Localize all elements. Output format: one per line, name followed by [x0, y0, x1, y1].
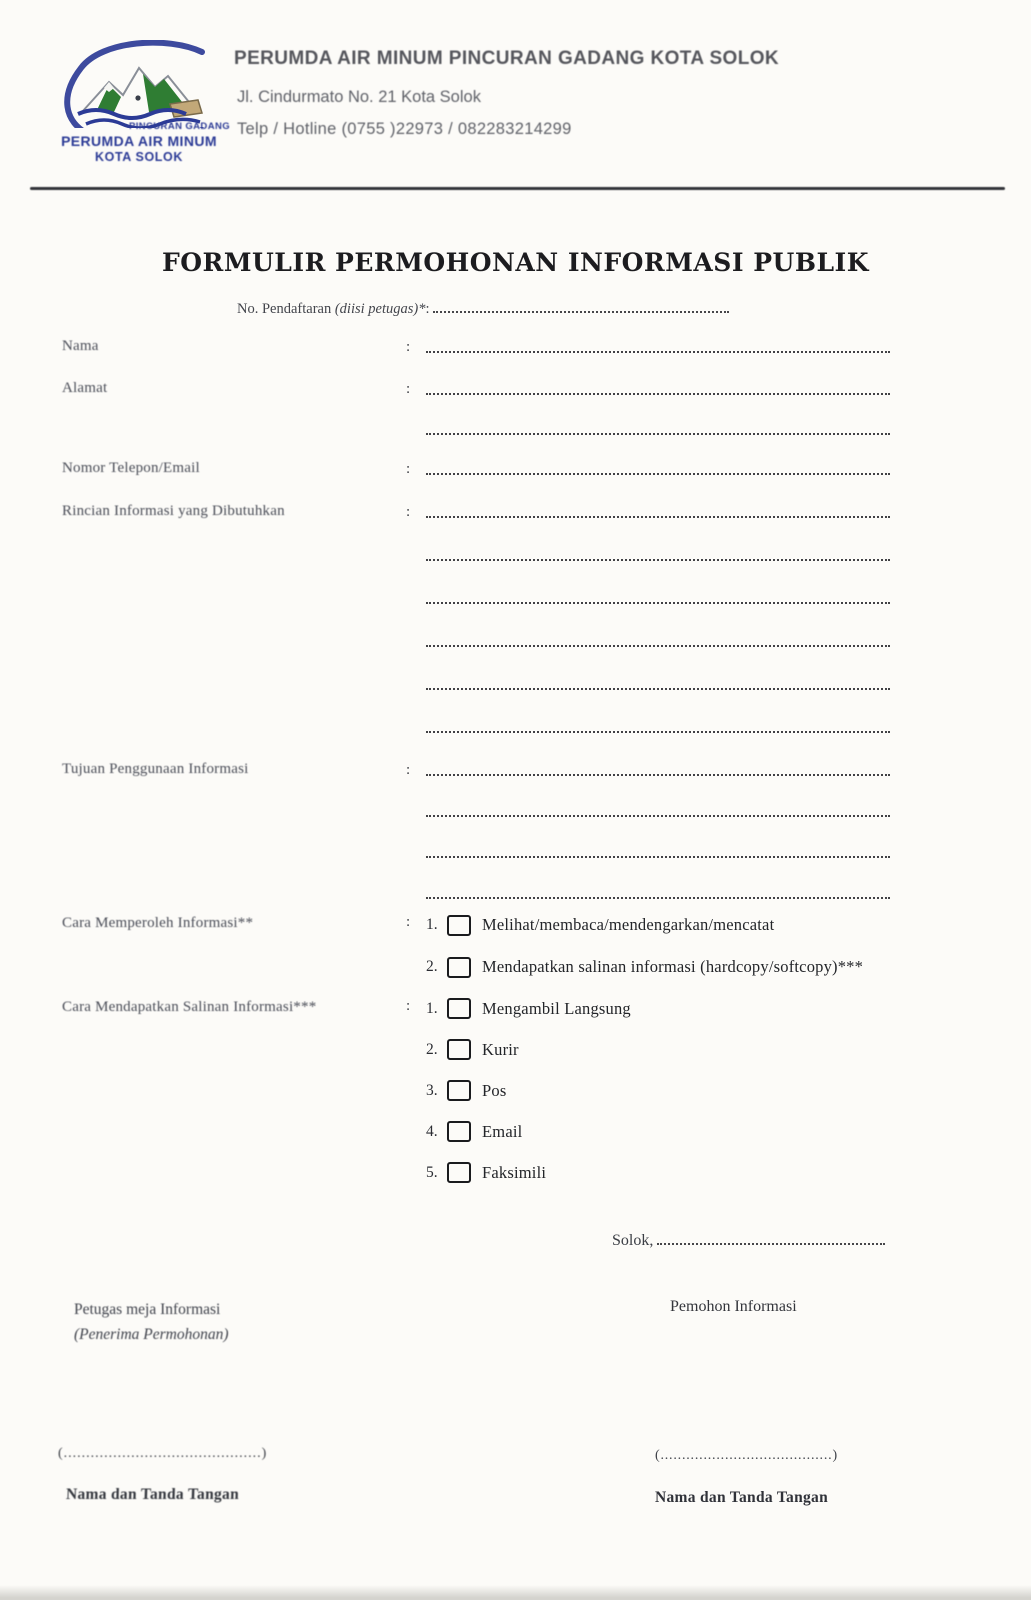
registration-prefix: No. Pendaftaran: [237, 301, 335, 317]
form-title: FORMULIR PERMOHONAN INFORMASI PUBLIK: [162, 248, 869, 277]
field-value-area: [400, 815, 890, 822]
org-name: PERUMDA AIR MINUM PINCURAN GADANG KOTA SOLOK: [234, 48, 780, 69]
dotted-line: [426, 774, 890, 776]
field-label: Nomor Telepon/Email: [62, 460, 200, 476]
dotted-line: [426, 645, 890, 647]
field-label: Cara Mendapatkan Salinan Informasi***: [62, 999, 317, 1015]
field-label: Tujuan Penggunaan Informasi: [62, 761, 249, 777]
logo-caption-small: PINCURAN GADANG: [129, 121, 230, 132]
org-phone: Telp / Hotline (0755 )22973 / 082283214299: [237, 120, 572, 138]
colon: :: [406, 762, 411, 778]
option-label: Melihat/membaca/mendengarkan/mencatat: [482, 915, 775, 934]
colon: :: [406, 461, 411, 477]
field-value-area: [400, 339, 890, 358]
option-row: [426, 1029, 890, 1070]
officer-role-note: (Penerima Permohonan): [74, 1326, 229, 1343]
dotted-line: [426, 897, 890, 899]
field-label-empty: [62, 606, 400, 609]
field-label-empty: [62, 692, 400, 695]
registration-colon: :: [425, 301, 434, 317]
option-number: 1.: [426, 916, 438, 933]
field-row-continuation: [62, 609, 890, 652]
dotted-line: [657, 1232, 885, 1245]
option-list: [426, 904, 890, 988]
dotted-line: [426, 351, 890, 353]
field-label-empty: [62, 437, 400, 440]
field-value-area: [400, 602, 890, 609]
field-label: Rincian Informasi yang Dibutuhkan: [62, 503, 285, 519]
option-row: [426, 1152, 890, 1193]
dotted-line: [426, 393, 890, 395]
field-row-continuation: [62, 822, 890, 863]
dotted-line: [426, 602, 890, 604]
option-number: 5.: [426, 1163, 438, 1181]
dotted-line: [426, 731, 890, 733]
dotted-line: [426, 815, 890, 817]
field-row-continuation: [62, 652, 890, 695]
field-label: Alamat: [62, 380, 108, 396]
option-label: Pos: [482, 1080, 507, 1100]
officer-role: Petugas meja Informasi: [74, 1301, 221, 1318]
option-number: 3.: [426, 1081, 438, 1099]
field-row-continuation: [62, 863, 890, 904]
letterhead: [0, 0, 1031, 190]
field-row-continuation: [62, 566, 890, 609]
option-label: Mendapatkan salinan informasi (hardcopy/softcopy)***: [482, 957, 864, 976]
checkbox: [447, 957, 471, 978]
field-value-area: [400, 381, 890, 400]
colon: :: [406, 914, 411, 930]
option-label: Mengambil Langsung: [482, 998, 631, 1018]
logo-caption-line2: KOTA SOLOK: [95, 150, 183, 164]
option-row: [426, 904, 890, 946]
field-value-area: [400, 559, 890, 566]
name-caption-left: Nama dan Tanda Tangan: [65, 1486, 240, 1503]
option-label: Email: [482, 1121, 523, 1141]
checkbox: [447, 998, 471, 1019]
colon: :: [406, 381, 411, 397]
option-number: 2.: [426, 1040, 438, 1058]
field-row-continuation: [62, 695, 890, 738]
field-row-continuation: [62, 781, 890, 822]
signature-line-left: (............................................): [58, 1446, 268, 1461]
registration-note: (diisi petugas)*: [334, 301, 426, 317]
field-label-empty: [62, 563, 400, 566]
option-number: 4.: [426, 1122, 438, 1140]
registration-line: [237, 301, 729, 318]
dotted-line: [426, 688, 890, 690]
field-row-continuation: [62, 523, 890, 566]
field-label: Nama: [62, 338, 99, 354]
checkbox: [447, 1080, 471, 1101]
dotted-line: [433, 301, 729, 313]
field-value-area: [400, 504, 890, 523]
option-label: Kurir: [482, 1039, 519, 1059]
field-value-area: [400, 731, 890, 738]
field-label-empty: [62, 735, 400, 738]
applicant-caption: Pemohon Informasi: [670, 1298, 797, 1315]
dotted-line: [426, 559, 890, 561]
field-value-area: [400, 461, 890, 480]
choice-group-salinan: [62, 988, 890, 1193]
field-row-tujuan: [62, 738, 890, 781]
place-label: Solok,: [612, 1232, 654, 1249]
org-address: Jl. Cindurmato No. 21 Kota Solok: [237, 88, 481, 106]
checkbox: [447, 915, 471, 936]
field-label-empty: [62, 860, 400, 863]
field-row-continuation: [62, 400, 890, 440]
option-number: 2.: [426, 958, 438, 975]
logo-caption-line1: PERUMDA AIR MINUM: [61, 133, 217, 149]
option-number: 1.: [426, 999, 438, 1017]
option-list: [426, 988, 890, 1193]
field-label-empty: [62, 649, 400, 652]
field-value-area: [400, 688, 890, 695]
field-label: Cara Memperoleh Informasi**: [62, 915, 254, 931]
option-row: [426, 1111, 890, 1152]
field-value-area: [400, 856, 890, 863]
dotted-line: [426, 433, 890, 435]
field-value-area: [400, 762, 890, 781]
checkbox: [447, 1039, 471, 1060]
field-value-area: [400, 645, 890, 652]
option-label: Faksimili: [482, 1162, 547, 1182]
field-row-nama: [62, 318, 890, 358]
field-value-area: [400, 988, 890, 1193]
colon: :: [406, 998, 411, 1014]
dotted-line: [426, 473, 890, 475]
field-value-area: [400, 433, 890, 440]
field-row-telepon-email: [62, 440, 890, 480]
officer-caption: [74, 1297, 229, 1347]
org-logo: [52, 40, 230, 128]
option-row: [426, 988, 890, 1029]
field-row-alamat: [62, 358, 890, 400]
place-date-line: [612, 1232, 885, 1250]
dotted-line: [426, 856, 890, 858]
header-divider: [30, 187, 1005, 190]
field-value-area: [400, 904, 890, 988]
name-caption-right: Nama dan Tanda Tangan: [655, 1489, 829, 1506]
signature-line-right: (........................................): [655, 1448, 838, 1463]
colon: :: [406, 339, 411, 355]
choice-group-memperoleh: [62, 904, 890, 988]
colon: :: [406, 504, 411, 520]
page-bottom-shadow: [0, 1585, 1031, 1600]
checkbox: [447, 1121, 471, 1142]
field-label-empty: [62, 819, 400, 822]
field-value-area: [400, 897, 890, 904]
form-body: [62, 318, 890, 1193]
option-row: [426, 946, 890, 988]
field-row-rincian: [62, 480, 890, 523]
checkbox: [447, 1162, 471, 1183]
dotted-line: [426, 516, 890, 518]
option-row: [426, 1070, 890, 1111]
